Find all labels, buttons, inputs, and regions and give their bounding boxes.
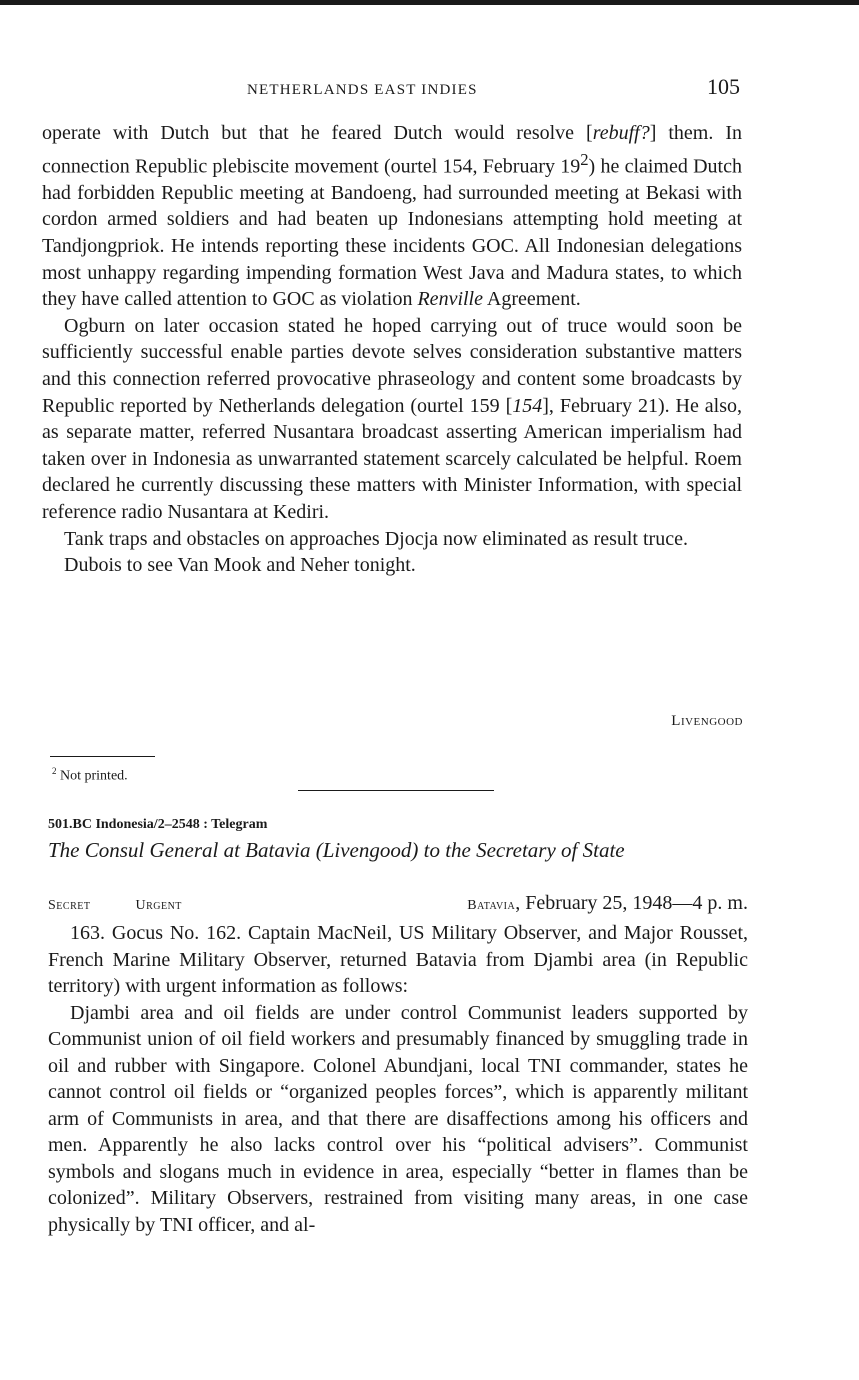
body-text-section-2 [48, 920, 748, 1238]
footnote-reference: 2 [580, 149, 589, 169]
place-and-date [467, 892, 748, 915]
footnote-text: Not printed. [56, 768, 128, 784]
body-text-section-1 [42, 120, 742, 579]
place: Batavia [467, 898, 516, 913]
footnote-rule [50, 756, 155, 757]
paragraph-2-part-a: Ogburn on later occasion stated he hoped carrying out of truce would soon be sufficiently successful enable parties devote selves consideration substantive matters and this connection referred provocative phraseology and content some broadcasts by Republic reported by Netherlands delegation (ourtel 159 [ [42, 314, 742, 417]
page-number: 105 [707, 74, 740, 99]
paragraph-1-part-c: ) he claimed Dutch had forbidden Republic meeting at Bandoeng, had surrounded meeting at Bekasi with cordon armed soldiers and had beaten up Indonesians attempting hold meeting at Tandjongpriok. He intends reporting these incidents GOC. All Indonesian delegations most unhappy regarding impending formation West Java and Madura states, to which they have called attention to GOC as violation [42, 155, 742, 311]
paragraph-1-part-a: operate with Dutch but that he feared Dutch would resolve [ [42, 122, 593, 144]
paragraph-4: Dubois to see Van Mook and Neher tonight. [64, 554, 416, 577]
classification-urgent: Urgent [135, 898, 182, 913]
paragraph-1-italic-rebuff: rebuff? [592, 122, 650, 144]
page-header [42, 74, 742, 104]
telegram-paragraph-2: Djambi area and oil fields are under control Communist leaders supported by Communist union of oil field workers and presumably financed by smuggling trade in oil and rubber with Singapore. Colonel Abundjani, local TNI commander, states he cannot control oil fields or “organized peoples forces”, which is apparently militant arm of Communists in area, and that there are disaffections among his officers and men. Apparently he also lacks control over his “political advisers”. Communist symbols and slogans much in evidence in area, especially “better in flames than be colonized”. Military Observers, restrained from visiting many areas, in one case physically by TNI officer, and al- [48, 1001, 748, 1236]
paragraph-1-italic-renville: Renville [417, 288, 483, 311]
footnote-mark: 2 [52, 766, 57, 776]
paragraph-2 [42, 313, 742, 526]
section-separator-rule [298, 790, 494, 791]
footnote [52, 766, 128, 785]
dateline [48, 892, 748, 915]
paragraph-3: Tank traps and obstacles on approaches Djocja now eliminated as result truce. [64, 527, 688, 550]
date: , February 25, 1948—4 p. m. [515, 892, 748, 914]
paragraph-2-italic: 154 [512, 394, 543, 417]
file-reference: 501.BC Indonesia/2–2548 : Telegram [48, 817, 268, 832]
signature: Livengood [671, 713, 743, 729]
running-head: NETHERLANDS EAST INDIES [247, 82, 478, 98]
paragraph-1-part-d: Agreement. [483, 288, 581, 311]
document-title: The Consul General at Batavia (Livengood) to the Secretary of State [48, 838, 625, 862]
telegram-paragraph-1: 163. Gocus No. 162. Captain MacNeil, US Military Observer, and Major Rousset, French Marine Military Observer, returned Batavia from Djambi area (in Republic territory) with urgent information as follows: [48, 922, 748, 997]
classification-secret: Secret [48, 898, 91, 913]
paragraph-1 [42, 120, 742, 313]
paragraph-1-part-b: ] them. In connection Republic plebiscite movement (ourtel 154, February 19 [42, 122, 742, 178]
top-border-rule [0, 0, 859, 5]
paragraph-2-part-b: ], February 21). He also, as separate matter, referred Nusantara broadcast asserting American imperialism had taken over in Indonesia as unwarranted statement scarcely calculated be helpful. Roem declared he currently discussing these matters with Minister Information, with special reference radio Nusantara at Kediri. [42, 394, 742, 523]
